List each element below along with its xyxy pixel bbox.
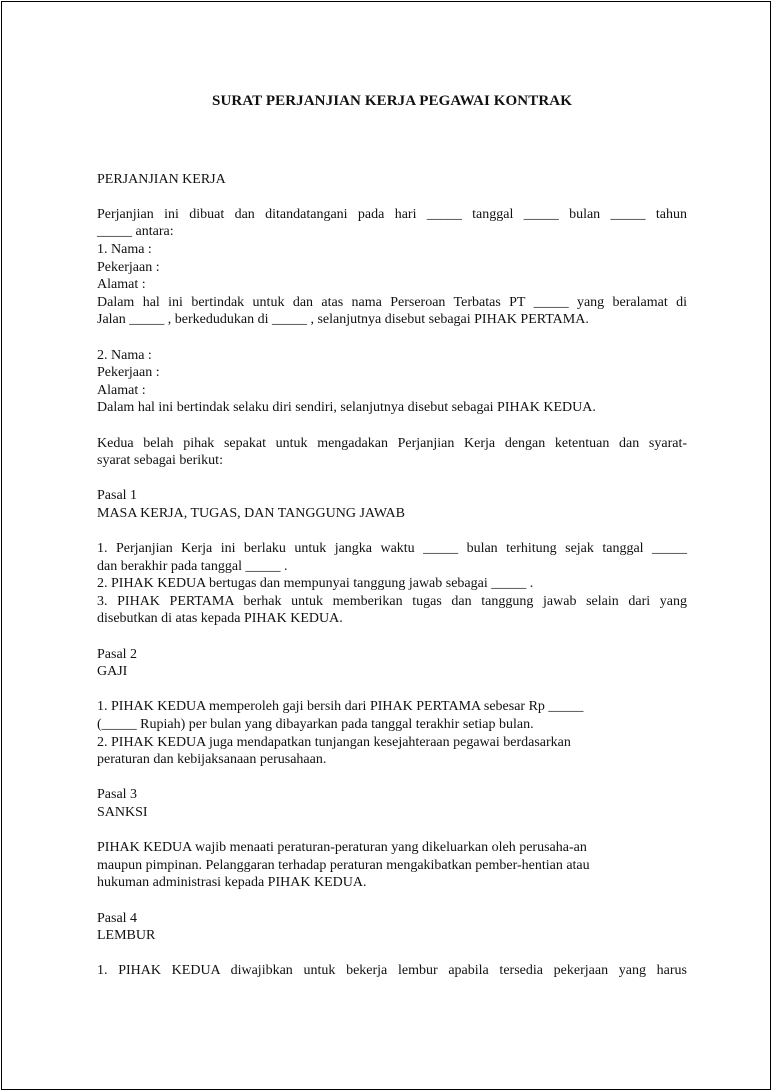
party1-job: Pekerjaan : [97,259,160,275]
party1-desc: Dalam hal ini bertindak untuk dan atas nama Perseroan Terbatas PT _____ yang beralamat di [97,294,687,310]
party1-desc: Jalan _____ , berkedudukan di _____ , selanjutnya disebut sebagai PIHAK PERTAMA. [97,312,589,328]
pasal-2-label: Pasal 2 [97,646,138,662]
pasal-1-line: disebutkan di atas kepada PIHAK KEDUA. [97,611,343,627]
pasal-2-line: 2. PIHAK KEDUA juga mendapatkan tunjangan kesejahteraan pegawai berdasarkan [97,734,571,750]
pasal-3-line: maupun pimpinan. Pelanggaran terhadap peraturan mengakibatkan pember-hentian atau [97,857,590,873]
pasal-1-line: 1. Perjanjian Kerja ini berlaku untuk jangka waktu _____ bulan terhitung sejak tanggal _____ [97,541,687,557]
intro-line: _____ antara: [97,224,174,240]
pasal-4-name: LEMBUR [97,928,156,944]
pasal-3-line: hukuman administrasi kepada PIHAK KEDUA. [97,875,367,891]
party1-address: Alamat : [97,277,146,293]
pasal-3-line: PIHAK KEDUA wajib menaati peraturan-peraturan yang dikeluarkan oleh perusaha-an [97,840,587,856]
pasal-1-line: dan berakhir pada tanggal _____ . [97,558,288,574]
pasal-3-name: SANKSI [97,804,148,820]
pasal-1-name: MASA KERJA, TUGAS, DAN TANGGUNG JAWAB [97,505,405,521]
document-page [1,1,771,1090]
document-body [97,93,687,980]
party1-name: 1. Nama : [97,241,152,257]
section-heading: PERJANJIAN KERJA [97,171,226,187]
party2-address: Alamat : [97,382,146,398]
pasal-4-line: 1. PIHAK KEDUA diwajibkan untuk bekerja lembur apabila tersedia pekerjaan yang harus [97,963,687,979]
pasal-2-line: peraturan dan kebijaksanaan perusahaan. [97,752,327,768]
pasal-1-line: 3. PIHAK PERTAMA berhak untuk memberikan tugas dan tanggung jawab selain dari yang [97,593,687,609]
pasal-2-line: 1. PIHAK KEDUA memperoleh gaji bersih dari PIHAK PERTAMA sebesar Rp _____ [97,699,584,715]
intro-line: Perjanjian ini dibuat dan ditandatangani pada hari _____ tanggal _____ bulan _____ tahun [97,206,687,222]
pasal-1-line: 2. PIHAK KEDUA bertugas dan mempunyai tanggung jawab sebagai _____ . [97,576,534,592]
pasal-4-label: Pasal 4 [97,910,138,926]
pasal-2-line: (_____ Rupiah) per bulan yang dibayarkan pada tanggal terakhir setiap bulan. [97,717,534,732]
document-title: SURAT PERJANJIAN KERJA PEGAWAI KONTRAK [212,93,572,109]
agreement-line: syarat sebagai berikut: [97,453,223,469]
party2-job: Pekerjaan : [97,365,160,381]
pasal-3-label: Pasal 3 [97,787,138,803]
party2-name: 2. Nama : [97,347,152,363]
agreement-line: Kedua belah pihak sepakat untuk mengadakan Perjanjian Kerja dengan ketentuan dan syarat- [97,435,687,451]
pasal-2-name: GAJI [97,664,128,680]
party2-desc: Dalam hal ini bertindak selaku diri sendiri, selanjutnya disebut sebagai PIHAK KEDUA. [97,400,596,416]
pasal-1-label: Pasal 1 [97,488,138,504]
